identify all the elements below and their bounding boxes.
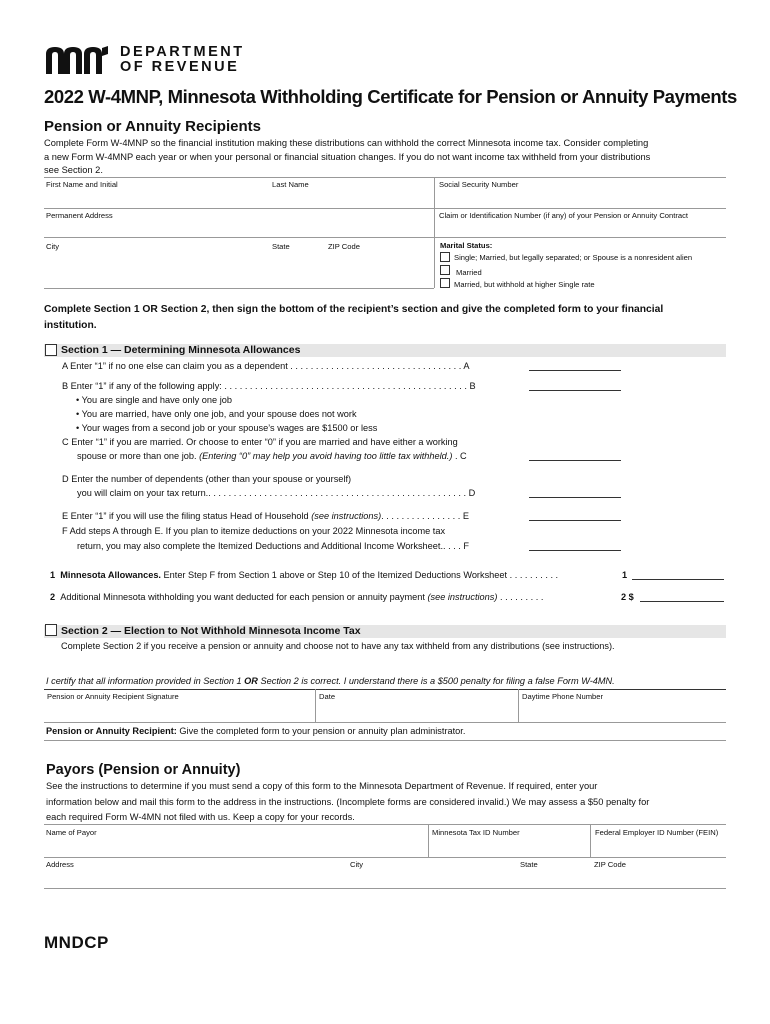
line-d-text-1: D Enter the number of dependents (other than your spouse or yourself) (62, 474, 352, 484)
mn-tax-id-label: Minnesota Tax ID Number (432, 828, 520, 837)
payor-state-label: State (520, 860, 538, 869)
marital-married-checkbox[interactable] (440, 265, 450, 275)
certify-b: Section 2 is correct. I understand there is a $500 penalty for filing a false Form W-4MN. (257, 676, 615, 686)
line-2-dots: . . . . . . . . . (497, 592, 544, 602)
payor-zip-label: ZIP Code (594, 860, 626, 869)
payors-heading: Payors (Pension or Annuity) (46, 762, 241, 778)
line-1-number: 1 (50, 570, 56, 580)
payors-line-2: information below and mail this form to the address in the instructions. (Incomplete forms are considered invalid.) We may assess a $50 penalty for (46, 796, 650, 807)
marital-status-label: Marital Status: (440, 241, 493, 250)
line-2-input[interactable] (640, 601, 724, 602)
date-field[interactable] (318, 702, 515, 720)
claim-label: Claim or Identification Number (if any) of your Pension or Annuity Contract (439, 211, 689, 220)
line-b-bullet-3: • Your wages from a second job or your spouse’s wages are $1500 or less (76, 423, 378, 433)
line-2-label: Additional Minnesota withholding you want deducted for each pension or annuity payment (60, 592, 428, 602)
line-b-input[interactable] (529, 390, 621, 391)
recipient-note-text: Give the completed form to your pension or annuity plan administrator. (176, 726, 466, 736)
line-2-instr: (see instructions) (427, 592, 498, 602)
payor-address-label: Address (46, 860, 74, 869)
logo-text (120, 45, 245, 75)
section-1-checkbox[interactable] (45, 344, 57, 356)
line-e-text-b: (see instructions) (311, 511, 382, 521)
line-1-input[interactable] (632, 579, 724, 580)
intro-line-1: Complete Form W-4MNP so the financial institution making these distributions can withhold the correct Minnesota income tax. Consider completing (44, 138, 649, 148)
line-1-end: 1 (622, 570, 628, 580)
zip-label: ZIP Code (328, 242, 360, 251)
line-1-text (50, 570, 558, 580)
intro-line-2: a new Form W-4MNP each year or when your personal or financial situation changes. If you do not want income tax withheld from your distributions (44, 151, 651, 162)
line-b-text: B Enter “1” if any of the following apply: . . . . . . . . . . . . . . . . . . . . . . . . . . . . . . . . . . . . . . . . . . . . . . . . B (62, 381, 476, 391)
ssn-label: Social Security Number (439, 180, 519, 189)
signature-label: Pension or Annuity Recipient Signature (47, 692, 179, 701)
line-d-text-2: you will claim on your tax return.. . . . . . . . . . . . . . . . . . . . . . . . . . . . . . . . . . . . . . . . . . . . . . . . . . . D (77, 488, 476, 498)
form-code: MNDCP (44, 933, 109, 952)
signature-field[interactable] (46, 702, 312, 720)
line-a-input[interactable] (529, 370, 621, 371)
payor-city-label: City (350, 860, 364, 869)
line-c-input[interactable] (529, 460, 621, 461)
address-field[interactable] (46, 221, 431, 237)
last-name-label: Last Name (272, 180, 309, 189)
line-f-text-1: F Add steps A through E. If you plan to itemize deductions on your 2022 Minnesota income tax (62, 526, 446, 536)
line-b-bullet-2: • You are married, have only one job, and your spouse does not work (76, 409, 357, 419)
section-2-text: Complete Section 2 if you receive a pension or annuity and choose not to have any tax withheld from any distributions (see instructions). (61, 641, 615, 651)
recipients-intro (44, 137, 650, 178)
line-e-text (62, 511, 469, 521)
marital-married-label: Married (456, 268, 482, 277)
department-logo (44, 44, 245, 76)
line-2-text (50, 592, 543, 602)
line-c-text-2b: (Entering “0” may help you avoid having too little tax withheld.) (199, 451, 453, 461)
line-1-rest: Enter Step F from Section 1 above or Step 10 of the Itemized Deductions Worksheet . . . . . . . . . . (160, 570, 559, 580)
certify-a: I certify that all information provided in Section 1 (46, 676, 245, 686)
address-label: Permanent Address (46, 211, 113, 220)
payor-name-label: Name of Payor (46, 828, 97, 837)
payor-name-field[interactable] (46, 838, 424, 856)
fein-label: Federal Employer ID Number (FEIN) (595, 828, 719, 837)
recipient-note (46, 726, 465, 736)
line-2-end: 2 $ (621, 592, 634, 602)
section-2-title: Section 2 — Election to Not Withhold Minnesota Income Tax (61, 625, 361, 637)
claim-field[interactable] (439, 221, 724, 237)
logo-line-2: OF REVENUE (120, 59, 240, 75)
line-c-text-2 (77, 451, 467, 461)
payors-line-3: each required Form W-4MN not filed with us. Keep a copy for your records. (46, 812, 355, 822)
certify-or: OR (244, 676, 258, 686)
line-1-label: Minnesota Allowances. (60, 570, 161, 580)
recipient-note-label: Pension or Annuity Recipient: (46, 726, 177, 736)
line-c-text-2c: . C (452, 451, 467, 461)
section-instruction (44, 302, 663, 334)
line-e-text-c: . . . . . . . . . . . . . . . . E (381, 511, 469, 521)
city-state-zip-field[interactable] (46, 252, 431, 282)
marital-single-checkbox[interactable] (440, 252, 450, 262)
first-name-label: First Name and Initial (46, 180, 118, 189)
marital-married-single-rate-checkbox[interactable] (440, 278, 450, 288)
mn-logo-icon (44, 44, 110, 76)
city-label: City (46, 242, 60, 251)
ssn-field[interactable] (439, 190, 724, 208)
line-c-text-2a: spouse or more than one job. (77, 451, 200, 461)
line-2-number: 2 (50, 592, 56, 602)
marital-single-label: Single; Married, but legally separated; or Spouse is a nonresident alien (454, 253, 693, 262)
payors-intro (46, 779, 649, 826)
section-1-title: Section 1 — Determining Minnesota Allowances (61, 344, 301, 356)
certify-statement (46, 676, 615, 686)
payors-line-1: See the instructions to determine if you must send a copy of this form to the Minnesota Department of Revenue. If required, enter your (46, 781, 598, 791)
line-e-text-a: E Enter “1” if you will use the filing status Head of Household (62, 511, 312, 521)
date-label: Date (319, 692, 336, 701)
line-a-text: A Enter “1” if no one else can claim you as a dependent . . . . . . . . . . . . . . . . . . . . . . . . . . . . . . . . . . A (62, 361, 470, 371)
fein-field[interactable] (593, 838, 724, 856)
state-label: State (272, 242, 290, 251)
line-c-text-1: C Enter “1” if you are married. Or choose to enter “0” if you are married and have either a working (62, 437, 458, 447)
line-f-input[interactable] (529, 550, 621, 551)
payor-address-field[interactable] (46, 870, 724, 887)
logo-line-1: DEPARTMENT (120, 44, 245, 60)
marital-married-single-rate-label: Married, but withhold at higher Single rate (454, 280, 595, 289)
phone-field[interactable] (521, 702, 724, 720)
form-title: 2022 W-4MNP, Minnesota Withholding Certificate for Pension or Annuity Payments (44, 86, 737, 107)
line-f-text-2: return, you may also complete the Itemized Deductions and Additional Income Worksheet.. . . . F (77, 541, 470, 551)
instruction-line-1: Complete Section 1 OR Section 2, then sign the bottom of the recipient’s section and give the completed form to your financial (44, 304, 664, 315)
section-2-checkbox[interactable] (45, 624, 57, 636)
intro-line-3: see Section 2. (44, 165, 103, 175)
instruction-line-2: institution. (44, 320, 97, 331)
name-field[interactable] (46, 190, 431, 208)
recipients-heading: Pension or Annuity Recipients (44, 118, 261, 135)
line-e-input[interactable] (529, 520, 621, 521)
phone-label: Daytime Phone Number (522, 692, 604, 701)
line-b-bullet-1: • You are single and have only one job (76, 395, 232, 405)
line-d-input[interactable] (529, 497, 621, 498)
mn-tax-id-field[interactable] (431, 838, 587, 856)
